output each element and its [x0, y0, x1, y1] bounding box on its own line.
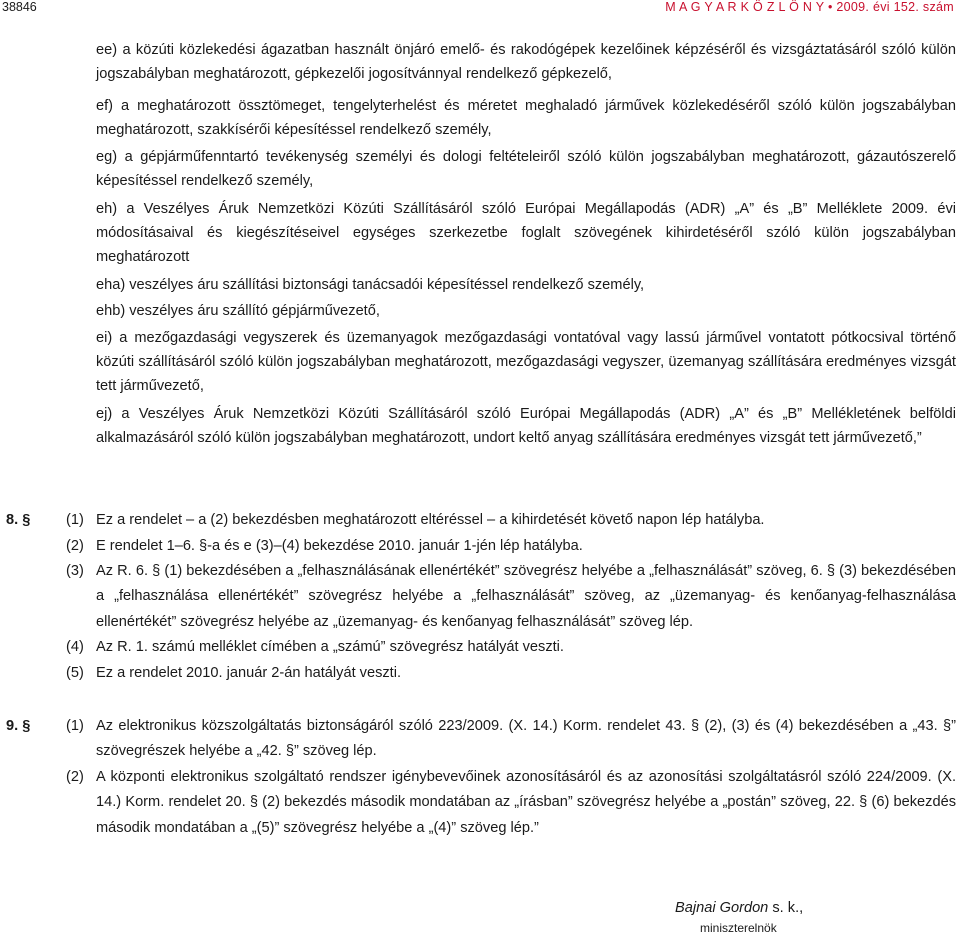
section-8-sub-2-text: E rendelet 1–6. §-a és e (3)–(4) bekezdése 2010. január 1-jén lép hatályba.	[96, 538, 583, 554]
section-9-sub-1-text: Az elektronikus közszolgáltatás biztonságáról szóló 223/2009. (X. 14.) Korm. rendelet 43. § (2), (3) és (4) bekezdésében a „43. §” szövegrészek helyébe a „42. §” szöveg lép.	[96, 718, 956, 760]
section-8-sub-5-text: Ez a rendelet 2010. január 2-án hatályát veszti.	[96, 665, 402, 681]
item-eg: eg) a gépjárműfenntartó tevékenység személyi és dologi feltételeiről szóló külön jogszabályban meghatározott, gázautószerelő képesítéssel rendelkező személy,	[96, 149, 956, 190]
section-9-number: 9. §	[6, 718, 31, 734]
section-8-sub-4-text: Az R. 1. számú melléklet címében a „számú” szövegrész hatályát veszti.	[96, 639, 564, 655]
item-ef: ef) a meghatározott össztömeget, tengelyterhelést és méretet meghaladó járművek közlekedéséről szóló külön jogszabályban meghatározott, szakkísérői képesítéssel rendelkező személy,	[96, 98, 956, 139]
section-8-sub-5-index: (5)	[66, 665, 84, 681]
section-8-sub-2-index: (2)	[66, 538, 84, 554]
signature-block	[675, 898, 803, 918]
page-number: 38846	[2, 0, 37, 14]
section-9-sub-2-text: A központi elektronikus szolgáltató rendszer igénybevevőinek azonosításáról és az azonosítási szolgáltatásról szóló 224/2009. (X. 14.) Korm. rendelet 20. § (2) bekezdés második mondatában az „írásban” szövegrész helyébe a „postán” szöveg, 22. § (6) bekezdés második mondatában a „(5)” szövegrész helyébe a „(4)” szöveg lép.”	[96, 769, 956, 836]
item-ee: ee) a közúti közlekedési ágazatban használt önjáró emelő- és rakodógépek kezelőinek képzéséről és vizsgáztatásáról szóló külön jogszabályban meghatározott, gépkezelői jogosítvánnyal rendelkező gépkezelő,	[96, 42, 956, 83]
signatory-suffix: s. k.,	[768, 900, 804, 916]
item-ej: ej) a Veszélyes Áruk Nemzetközi Közúti Szállításáról szóló Európai Megállapodás (ADR) „A” és „B” Mellékletének belföldi alkalmazásáról szóló külön jogszabályban meghatározott, undort keltő anyag szállítására eredményes vizsgát tett járművezető,”	[96, 406, 956, 447]
section-9-sub-1-index: (1)	[66, 718, 84, 734]
item-ei: ei) a mezőgazdasági vegyszerek és üzemanyagok mezőgazdasági vontatóval vagy lassú járművel vontatott pótkocsival történő közúti szállításáról szóló külön jogszabályban meghatározott, mezőgazdasági vegyszer, üzemanyag szállítására eredményes vizsgát tett járművezető,	[96, 330, 956, 395]
item-eha: eha) veszélyes áru szállítási biztonsági tanácsadói képesítéssel rendelkező személy,	[96, 277, 645, 293]
section-8-number: 8. §	[6, 512, 31, 528]
signatory-name: Bajnai Gordon	[675, 900, 769, 916]
section-8-sub-1-text: Ez a rendelet – a (2) bekezdésben meghatározott eltéréssel – a kihirdetését követő napon lép hatályba.	[96, 512, 765, 528]
signatory-title: miniszterelnök	[700, 921, 777, 935]
page-header	[0, 0, 960, 16]
item-eh: eh) a Veszélyes Áruk Nemzetközi Közúti Szállításáról szóló Európai Megállapodás (ADR) „A” és „B” Melléklete 2009. évi módosításaival és kiegészítéseivel egységes szerkezetbe foglalt szövegének kihirdetéséről szóló külön jogszabályban meghatározott	[96, 201, 956, 266]
item-ehb: ehb) veszélyes áru szállító gépjárművezető,	[96, 303, 380, 319]
section-8-sub-4-index: (4)	[66, 639, 84, 655]
section-8-sub-3-text: Az R. 6. § (1) bekezdésében a „felhasználásának ellenértékét” szövegrész helyébe a „felhasználását” szöveg, 6. § (3) bekezdésében a „felhasználása ellenértékét” szövegrész helyébe a „felhasználását” szöveg, az „üzemanyag- és kenőanyag-felhasználása ellenértékét” szövegrész helyébe az „üzemanyag- és kenőanyag felhasználását” szöveg lép.	[96, 563, 956, 630]
section-9-sub-2-index: (2)	[66, 769, 84, 785]
section-8-sub-1-index: (1)	[66, 512, 84, 528]
section-8-sub-3-index: (3)	[66, 563, 84, 579]
journal-title: M A G Y A R K Ö Z L Ö N Y • 2009. évi 152. szám	[665, 0, 954, 14]
